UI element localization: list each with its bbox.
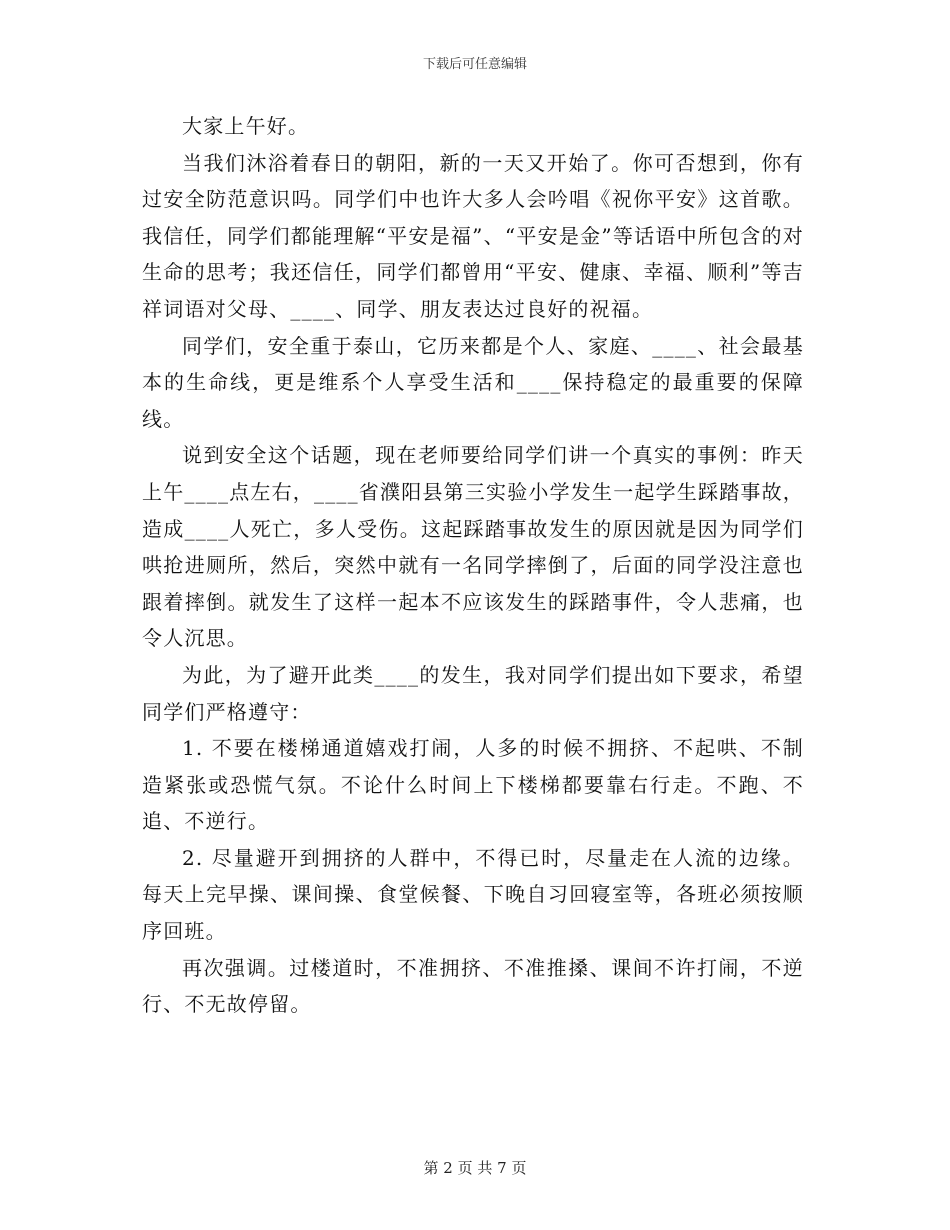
paragraph-greeting: 大家上午好。 xyxy=(182,114,310,138)
page-number: 第 2 页 共 7 页 xyxy=(423,1159,527,1177)
paragraph-intro: 当我们沐浴着春日的朝阳，新的一天又开始了。你可否想到，你有过安全防范意识吗。同学们中也许大多人会吟唱《祝你平安》这首歌。我信任，同学们都能理解“平安是福”、“平安是金”等话语中所包含的对生命的思考；我还信任，同学们都曾用“平安、健康、幸福、顺利”等吉祥词语对父母、____、同学、朋友表达过良好的祝福。 xyxy=(142,150,804,321)
paragraph-emphasis: 再次强调。过楼道时，不准拥挤、不准推搡、课间不许打闹，不逆行、不无故停留。 xyxy=(142,955,804,1017)
paragraph-safety-importance: 同学们，安全重于泰山，它历来都是个人、家庭、____、社会最基本的生命线，更是维系个人享受生活和____保持稳定的最重要的保障线。 xyxy=(142,333,804,431)
document-body xyxy=(142,108,804,1023)
paragraph-rule-1: 1. 不要在楼梯通道嬉戏打闹，人多的时候不拥挤、不起哄、不制造紧张或恐慌气氛。不论什么时间上下楼梯都要靠右行走。不跑、不追、不逆行。 xyxy=(142,736,804,834)
page-header-note: 下载后可任意编辑 xyxy=(422,57,527,72)
paragraph-rule-2: 2. 尽量避开到拥挤的人群中，不得已时，尽量走在人流的边缘。每天上完早操、课间操、食堂候餐、下晚自习回寝室等，各班必须按顺序回班。 xyxy=(142,845,804,944)
paragraph-requirements-intro: 为此，为了避开此类____的发生，我对同学们提出如下要求，希望同学们严格遵守： xyxy=(142,662,804,724)
paragraph-incident: 说到安全这个话题，现在老师要给同学们讲一个真实的事例：昨天上午____点左右，____省濮阳县第三实验小学发生一起学生踩踏事故，造成____人死亡，多人受伤。这起踩踏事故发生的原因就是因为同学们哄抢进厕所，然后，突然中就有一名同学摔倒了，后面的同学没注意也跟着摔倒。就发生了这样一起本不应该发生的踩踏事件，令人悲痛，也令人沉思。 xyxy=(142,443,804,651)
